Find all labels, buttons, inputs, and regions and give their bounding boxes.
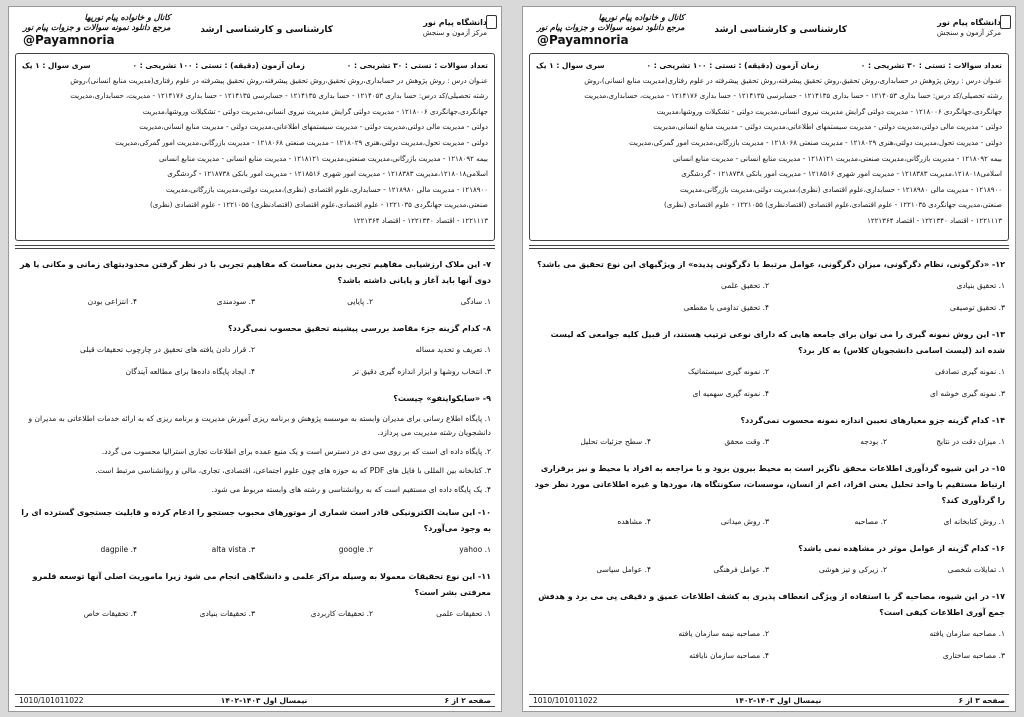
question-text: ۱۳- این روش نمونه گیری را می توان برای جامعه هایی که دارای نوعی ترتیب هستند، از قبیل کلیه جوامعی که لیست شده اند (لیست اسامی دانشجویان کلاس) به کار برد؟: [550, 330, 1005, 355]
info-line: اسلامی۱۲۱۸۰۱۸،مدیریت ۱۲۱۸۳۸۳ - مدیریت امور شهری ۱۲۱۸۵۱۶ - مدیریت امور بانکی ۱۲۱۸۷۳۸ - گردشگری: [681, 170, 1002, 179]
info-line: رشته تحصیلی/کد درس: حسا بداری ۱۲۱۴۰۵۳ - حسا بداری ۱۲۱۴۱۳۵ - حسابرسی ۱۲۱۴۱۳۵ - حسا بداری ۱۲۱۴۱۷۶ - مدیریت، حسابداری،مدیریت: [70, 92, 488, 101]
exam-page-left: [8, 6, 502, 712]
exam-time: زمان آزمون (دقیقه) : تستی : ۱۰۰ تشریحی : ۰: [132, 61, 305, 70]
options: [533, 511, 1005, 533]
page-footer: [15, 694, 495, 707]
exam-code: 1010/101011022: [533, 696, 598, 705]
question-11: [19, 569, 491, 625]
question-count: تعداد سوالات : تستی : ۳۰ تشریحی : ۰: [860, 61, 1002, 70]
brand-line1: کانال و خانواده پیام نوریها: [598, 13, 685, 22]
option-4[interactable]: ۴. عوامل سیاسی: [596, 565, 651, 574]
option-1[interactable]: ۱. سادگی: [460, 297, 491, 306]
question-13: [533, 327, 1005, 405]
divider: [529, 245, 1009, 249]
exam-code: 1010/101011022: [19, 696, 84, 705]
option-3[interactable]: ۳. وقت محقق: [724, 437, 769, 446]
question-10: [19, 505, 491, 561]
info-line: دولتی - مدیریت تحول،مدیریت دولتی،هنری ۱۲۱۸۰۲۹ - مدیریت صنعتی ۱۲۱۸۰۶۸ - مدیریت بازرگانی،مدیریت امور گمرکی،مدیریت: [629, 138, 1002, 147]
question-text: ۸- کدام گزینه جزء مقاصد بررسی پیشینه تحقیق محسوب نمی‌گردد؟: [227, 324, 491, 333]
questions-area: [9, 257, 501, 625]
option-4[interactable]: ۴. ایجاد پایگاه داده‌ها برای مطالعه آیندگان: [125, 367, 255, 376]
option-3[interactable]: ۳. مصاحبه ساختاری: [942, 651, 1005, 660]
option-4[interactable]: ۴. تحقیق تداومی یا مقطعی: [683, 303, 769, 312]
info-line: اسلامی۱۲۱۸۰۱۸،مدیریت ۱۲۱۸۳۸۳ - مدیریت امور شهری ۱۲۱۸۵۱۶ - مدیریت امور بانکی ۱۲۱۸۷۳۸ - گردشگری: [167, 170, 488, 179]
options: [19, 339, 491, 383]
question-text: ۱۵- در این شیوه گردآوری اطلاعات محقق ناگزیر است به محیط بیرون برود و با مراجعه به افراد یا محیط و نیز برقراری ارتباط مستقیم با واحد تحلیل یعنی افراد، اعم از انسان، موسسات، سکونتگاه ها، موردها و غیره اطلاعاتی مورد نظر خود را گردآوری کند؟: [534, 464, 1005, 505]
university-name: دانشگاه پیام نور: [937, 18, 1001, 27]
university-name: دانشگاه پیام نور: [423, 18, 487, 27]
option-2[interactable]: ۲. مصاحبه: [854, 517, 887, 526]
question-text: ۱۰- این سایت الکترونیکی قادر است شماری از موتورهای محبوب جستجو را ادغام کرده و قابلیت جستجوی گسترده ای را به وجود می‌آورد؟: [21, 508, 491, 533]
question-series: سری سوال : ۱ یک: [22, 61, 91, 70]
info-line: رشته تحصیلی/کد درس: حسا بداری ۱۲۱۴۰۵۳ - حسا بداری ۱۲۱۴۱۳۵ - حسابرسی ۱۲۱۴۱۳۵ - حسا بداری ۱۲۱۴۱۷۶ - مدیریت، حسابداری،مدیریت: [584, 92, 1002, 101]
info-line: جهانگردی،جهانگردی ۱۲۱۸۰۰۶ - مدیریت دولتی گرایش مدیریت نیروی انسانی،مدیریت دولتی - تشکیلات وروشها،مدیریت: [656, 107, 1002, 116]
option-2[interactable]: ۲. تحقیق علمی: [721, 281, 769, 290]
option-1[interactable]: ۱. روش کتابخانه ای: [943, 517, 1005, 526]
option-2[interactable]: ۲. بودجه: [860, 437, 887, 446]
center-name: مرکز آزمون و سنجش: [422, 29, 487, 37]
info-line: بیمه ۱۲۱۸۰۹۲ - مدیریت بازرگانی،مدیریت صنعتی،مدیریت ۱۲۱۸۱۲۱ - مدیریت منابع انسانی - مدیریت منابع انسانی: [159, 154, 488, 163]
exam-info-row: [22, 58, 488, 74]
university-block: [423, 17, 487, 39]
term-label: نیمسال اول ۱۴۰۳-۱۴۰۲: [220, 696, 308, 705]
info-line: دولتی - مدیریت مالی دولتی،مدیریت دولتی - مدیریت سیستمهای اطلاعاتی،مدیریت دولتی - مدیریت منابع انسانی،مدیریت: [653, 123, 1002, 132]
course-title: عنـوان درس : روش پژوهش در حسابداری،روش تحقیق،روش تحقیق پیشرفته،روش تحقیق پیشرفته در علوم رفتاری(مدیریت منابع انسانی)،روش: [584, 76, 1002, 85]
page-header: [523, 7, 1015, 53]
question-8: [19, 321, 491, 383]
course-title: عنـوان درس : روش پژوهش در حسابداری،روش تحقیق،روش تحقیق پیشرفته،روش تحقیق پیشرفته در علوم رفتاری(مدیریت منابع انسانی)،روش: [70, 76, 488, 85]
page-header: [9, 7, 501, 53]
option-1[interactable]: ۱. yahoo: [459, 545, 491, 554]
option-3[interactable]: ۳. نمونه گیری خوشه ای: [930, 389, 1005, 398]
info-line: ۱۲۲۱۱۱۳ - اقتصاد ۱۲۲۱۳۴۰ - اقتصاد ۱۲۲۱۳۶۴: [353, 216, 488, 225]
brand-line2: مرجع دانلود نمونه سوالات و جزوات پیام نور: [23, 23, 171, 32]
question-text: ۹- «سایکواینفو» چیست؟: [393, 394, 491, 403]
options: [19, 539, 491, 561]
brand-block: [537, 13, 685, 45]
brand-line1: کانال و خانواده پیام نوریها: [84, 13, 171, 22]
page-number: صفحه ۳ از ۶: [958, 696, 1005, 705]
info-line: دولتی - مدیریت تحول،مدیریت دولتی،هنری ۱۲۱۸۰۲۹ - مدیریت صنعتی ۱۲۱۸۰۶۸ - مدیریت بازرگانی،مدیریت امور گمرکی،مدیریت: [115, 138, 488, 147]
options: [19, 603, 491, 625]
question-series: سری سوال : ۱ یک: [536, 61, 605, 70]
brand-handle: @Payamnoria: [537, 33, 629, 47]
option-4[interactable]: ۴. dagpile: [100, 545, 137, 554]
option-1[interactable]: ۱. تحقیق بنیادی: [956, 281, 1005, 290]
brand-handle: @Payamnoria: [23, 33, 115, 47]
info-line: صنعتی،مدیریت جهانگردی ۱۲۲۱۰۳۵ - علوم اقتصادی،علوم اقتصادی (اقتصادنظری) ۱۲۲۱۰۵۵ - علوم اقتصادی (نظری): [150, 201, 488, 210]
option-2[interactable]: ۲. پایگاه داده ای است که بر روی سی دی در دسترس است و یک منبع عمده برای اطلاعات تجاری استرالیا محسوب می گردد.: [101, 447, 491, 456]
question-14: [533, 413, 1005, 453]
question-text: ۱۱- این نوع تحقیقات معمولا به وسیله مراکز علمی و دانشگاهی انجام می شود زیرا ماموریت اصلی آنها توسعه قلمرو معرفتی بشر است؟: [32, 572, 491, 597]
options: [533, 559, 1005, 581]
exam-level-title: کارشناسی و کارشناسی ارشد: [200, 25, 333, 35]
question-text: ۱۶- کدام گزینه از عوامل موثر در مشاهده نمی باشد؟: [798, 544, 1005, 553]
exam-info-box: [529, 53, 1009, 241]
option-2[interactable]: ۲. google: [338, 545, 373, 554]
question-count: تعداد سوالات : تستی : ۳۰ تشریحی : ۰: [346, 61, 488, 70]
exam-info-row: [536, 58, 1002, 74]
option-2[interactable]: ۲. قرار دادن یافته های تحقیق در چارچوب تحقیقات قبلی: [80, 345, 255, 354]
option-1[interactable]: ۱. تحقیقات علمی: [436, 609, 491, 618]
option-1[interactable]: ۱. میزان دقت در نتایج: [936, 437, 1005, 446]
question-12: [533, 257, 1005, 319]
option-1[interactable]: ۱. نمونه گیری تصادفی: [935, 367, 1005, 376]
brand-block: [23, 13, 171, 45]
option-2[interactable]: ۲. مصاحبه نیمه سازمان یافته: [678, 629, 769, 638]
option-1[interactable]: ۱. مصاحبه سازمان یافته: [929, 629, 1005, 638]
center-name: مرکز آزمون و سنجش: [936, 29, 1001, 37]
option-4[interactable]: ۴. مصاحبه سازمان نایافته: [689, 651, 769, 660]
option-4[interactable]: ۴. مشاهده: [617, 517, 651, 526]
option-3[interactable]: ۳. تحقیقات بنیادی: [199, 609, 255, 618]
university-logo-icon: [486, 15, 497, 29]
question-9: [19, 391, 491, 497]
exam-time: زمان آزمون (دقیقه) : تستی : ۱۰۰ تشریحی : ۰: [646, 61, 819, 70]
info-line: ۱۲۲۱۱۱۳ - اقتصاد ۱۲۲۱۳۴۰ - اقتصاد ۱۲۲۱۳۶۴: [867, 216, 1002, 225]
question-text: ۱۲- «دگرگونی، نظام دگرگونی، میزان دگرگونی، عوامل مرتبط با دگرگونی پدیده» از ویژگیهای این نوع تحقیق می باشد؟: [537, 260, 1005, 269]
option-3[interactable]: ۳. تحقیق توصیفی: [949, 303, 1005, 312]
term-label: نیمسال اول ۱۴۰۳-۱۴۰۲: [734, 696, 822, 705]
options: [533, 623, 1005, 667]
question-text: ۷- این ملاک ارزشیابی مفاهیم تجربی بدین معناست که مفاهیم تجربی با در نظر گرفتن محدودیتهای زمانی و مکانی یا هر دوی آنها باید آغاز و پایانی داشته باشد؟: [20, 260, 491, 285]
option-3[interactable]: ۳. انتخاب روشها و ابزار اندازه گیری دقیق تر: [352, 367, 491, 376]
option-3[interactable]: ۳. کتابخانه بین المللی با فایل های PDF که به حوزه های چون علوم اجتماعی، اقتصادی، تجاری، مالی و روانشناسی مرتبط است.: [95, 466, 491, 475]
option-3[interactable]: ۳. روش میدانی: [720, 517, 769, 526]
option-4[interactable]: ۴. انتزاعی بودن: [87, 297, 137, 306]
exam-level-title: کارشناسی و کارشناسی ارشد: [714, 25, 847, 35]
option-1[interactable]: ۱. پایگاه اطلاع رسانی برای مدیران وابسته به موسسه پژوهش و برنامه ریزی آموزش مدیریت و برنامه ریزی که به ارائه خدمات اطلاعاتی به مدیران و دانشجویان رشته مدیریت می پردازد.: [28, 414, 491, 437]
university-block: [937, 17, 1001, 39]
question-text: ۱۷- در این شیوه، مصاحبه گر با استفاده از ویژگی انعطاف پذیری به کشف اطلاعات عمیق و دقیقی پی می برد و هدفش جمع آوری اطلاعات کیفی است؟: [538, 592, 1005, 617]
option-2[interactable]: ۲. پایایی: [347, 297, 373, 306]
option-2[interactable]: ۲. تحقیقات کاربردی: [310, 609, 373, 618]
option-1[interactable]: ۱. تمایلات شخصی: [947, 565, 1005, 574]
question-17: [533, 589, 1005, 667]
question-text: ۱۴- کدام گزینه جزو معیارهای تعیین اندازه نمونه محسوب نمی‌گردد؟: [740, 416, 1005, 425]
option-3[interactable]: ۳. سودمندی: [216, 297, 255, 306]
info-line: بیمه ۱۲۱۸۰۹۲ - مدیریت بازرگانی،مدیریت صنعتی،مدیریت ۱۲۱۸۱۲۱ - مدیریت منابع انسانی - مدیریت منابع انسانی: [673, 154, 1002, 163]
options: [533, 431, 1005, 453]
options: [533, 275, 1005, 319]
questions-area: [523, 257, 1015, 667]
university-logo-icon: [1000, 15, 1011, 29]
options: [19, 412, 491, 497]
divider: [15, 245, 495, 249]
option-4[interactable]: ۴. تحقیقات خاص: [83, 609, 137, 618]
info-line: صنعتی،مدیریت جهانگردی ۱۲۲۱۰۳۵ - علوم اقتصادی،علوم اقتصادی (اقتصادنظری) ۱۲۲۱۰۵۵ - علوم اقتصادی (نظری): [664, 201, 1002, 210]
question-15: [533, 461, 1005, 533]
page-number: صفحه ۲ از ۶: [444, 696, 491, 705]
info-line: دولتی - مدیریت مالی دولتی،مدیریت دولتی - مدیریت سیستمهای اطلاعاتی،مدیریت دولتی - مدیریت منابع انسانی،مدیریت: [139, 123, 488, 132]
option-4[interactable]: ۴. نمونه گیری سهمیه ای: [692, 389, 769, 398]
options: [533, 361, 1005, 405]
info-line: ۱۲۱۸۹۰۰ - مدیریت مالی ۱۲۱۸۹۸۰ - حسابداری،علوم اقتصادی (نظری)،مدیریت دولتی،مدیریت بازرگانی،مدیریت: [165, 185, 488, 194]
option-1[interactable]: ۱. تعریف و تحدید مساله: [415, 345, 491, 354]
option-3[interactable]: ۳. alta vista: [211, 545, 255, 554]
exam-info-box: [15, 53, 495, 241]
page-footer: [529, 694, 1009, 707]
option-4[interactable]: ۴. سطح جزئیات تحلیل: [580, 437, 651, 446]
exam-page-right: [522, 6, 1016, 712]
option-4[interactable]: ۴. یک پایگاه داده ای مستقیم است که به روانشناسی و رشته های وابسته مربوط می شود.: [211, 485, 491, 494]
option-2[interactable]: ۲. زیرکی و تیز هوشی: [818, 565, 887, 574]
question-7: [19, 257, 491, 313]
option-2[interactable]: ۲. نمونه گیری سیستماتیک: [687, 367, 769, 376]
info-line: ۱۲۱۸۹۰۰ - مدیریت مالی ۱۲۱۸۹۸۰ - حسابداری،علوم اقتصادی (نظری)،مدیریت دولتی،مدیریت بازرگانی،مدیریت: [679, 185, 1002, 194]
brand-line2: مرجع دانلود نمونه سوالات و جزوات پیام نور: [537, 23, 685, 32]
info-line: جهانگردی،جهانگردی ۱۲۱۸۰۰۶ - مدیریت دولتی گرایش مدیریت نیروی انسانی،مدیریت دولتی - تشکیلات وروشها،مدیریت: [142, 107, 488, 116]
question-16: [533, 541, 1005, 581]
options: [19, 291, 491, 313]
option-3[interactable]: ۳. عوامل فرهنگی: [713, 565, 769, 574]
